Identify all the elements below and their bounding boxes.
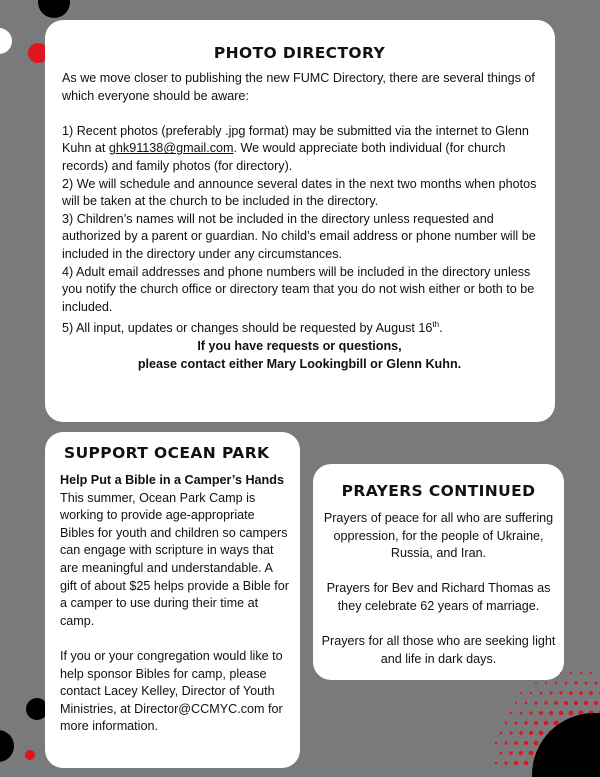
prayers-continued-card	[313, 464, 564, 680]
halftone-dot	[524, 721, 528, 725]
halftone-dot	[500, 752, 503, 755]
halftone-dot	[514, 761, 518, 765]
halftone-dot	[534, 701, 537, 704]
photo-directory-item-4: 4) Adult email addresses and phone numbers will be included in the directory unless you notify the church office or directory team that you do not wish either or both to be included.	[62, 264, 535, 314]
halftone-dot	[544, 701, 547, 704]
halftone-dot	[505, 722, 507, 724]
halftone-dot	[500, 732, 502, 734]
decor-dot-black-corner	[0, 730, 14, 762]
halftone-dot	[584, 701, 588, 705]
halftone-dot	[594, 681, 597, 684]
halftone-dot	[574, 701, 578, 705]
halftone-dot	[564, 701, 568, 705]
support-paragraph-1: This summer, Ocean Park Camp is working to provide age-appropriate Bibles for youth and children so campers can engage with scripture in ways that are meaningful and understandable. A gift of about $25 helps provide a Bible for a camper to use during their time at camp.	[60, 490, 289, 628]
halftone-dot	[520, 692, 522, 694]
halftone-dot	[524, 761, 529, 766]
halftone-dot	[495, 742, 497, 744]
halftone-dot	[515, 702, 517, 704]
halftone-dot	[569, 691, 573, 695]
halftone-dot	[509, 751, 512, 754]
support-ocean-park-title: SUPPORT OCEAN PARK	[64, 444, 270, 462]
halftone-dot	[579, 691, 583, 695]
halftone-dot	[544, 721, 548, 725]
halftone-dot	[570, 672, 572, 674]
glenn-email-link[interactable]: ghk91138@gmail.com	[108, 141, 234, 156]
support-paragraph-2: If you or your congregation would like to help sponsor Bibles for camp, please contact Lacey Kelley, Director of Youth Ministries, at Director@CCMYC.com for more information.	[60, 648, 283, 734]
halftone-dot	[534, 741, 539, 746]
halftone-dot	[535, 682, 537, 684]
decor-dot-black-top	[38, 0, 70, 18]
halftone-dot	[519, 731, 523, 735]
halftone-dot	[529, 751, 534, 756]
halftone-dot	[515, 722, 518, 725]
halftone-dot	[559, 691, 562, 694]
decor-dot-white-left	[0, 28, 12, 54]
halftone-dot	[524, 741, 528, 745]
halftone-dot	[529, 711, 532, 714]
halftone-dot	[590, 672, 592, 674]
halftone-dot	[520, 712, 523, 715]
halftone-dot	[529, 731, 533, 735]
halftone-dot	[510, 732, 513, 735]
support-ocean-park-card	[45, 432, 300, 768]
halftone-dot	[554, 721, 559, 726]
halftone-dot	[534, 721, 538, 725]
halftone-dot	[549, 691, 552, 694]
halftone-dot	[495, 762, 498, 765]
halftone-dot	[569, 711, 574, 716]
prayer-item-2: Prayers for Bev and Richard Thomas as they celebrate 62 years of marriage.	[326, 581, 551, 613]
halftone-dot	[505, 742, 508, 745]
halftone-dot	[549, 711, 553, 715]
photo-directory-title: PHOTO DIRECTORY	[213, 44, 386, 62]
halftone-dot	[580, 672, 582, 674]
halftone-dot	[555, 682, 558, 685]
halftone-dot	[584, 681, 587, 684]
halftone-dot	[540, 692, 543, 695]
photo-directory-item-5: 5) All input, updates or changes should be requested by August 16th.	[62, 320, 443, 336]
prayer-item-3: Prayers for all those who are seeking light and life in dark days.	[321, 634, 556, 666]
halftone-dot	[554, 701, 558, 705]
halftone-dot	[519, 751, 523, 755]
halftone-dot	[589, 691, 593, 695]
halftone-dot	[575, 682, 578, 685]
halftone-dot	[545, 682, 547, 684]
halftone-dot	[559, 711, 564, 716]
halftone-dot	[504, 761, 507, 764]
halftone-dot	[525, 702, 528, 705]
halftone-dot	[539, 731, 544, 736]
halftone-dot	[514, 741, 518, 745]
photo-directory-intro: As we move closer to publishing the new FUMC Directory, there are several things of which everyone should be aware:	[62, 71, 535, 103]
photo-directory-item-3: 3) Children’s names will not be included in the directory unless requested and authorized by a parent or guardian. No child’s email address or phone number will be included in the directory under any circumstances.	[62, 211, 536, 261]
photo-directory-closing-2: please contact either Mary Lookingbill or Glenn Kuhn.	[137, 356, 462, 371]
halftone-dot	[594, 701, 598, 705]
halftone-dot	[530, 692, 532, 694]
prayer-item-1: Prayers of peace for all who are suffering oppression, for the people of Ukraine, Russia, and Iran.	[323, 511, 554, 561]
support-subtitle: Help Put a Bible in a Camper’s Hands	[60, 473, 284, 487]
prayers-continued-title: PRAYERS CONTINUED	[341, 482, 536, 500]
photo-directory-item-2: 2) We will schedule and announce several dates in the next two months when photos will be taken at the church to be included in the directory.	[62, 176, 537, 209]
halftone-dot	[539, 711, 543, 715]
halftone-dot	[565, 682, 568, 685]
decor-dot-red-small	[25, 750, 35, 760]
photo-directory-card	[45, 20, 555, 422]
photo-directory-item-1: 1) Recent photos (preferably .jpg format) may be submitted via the internet to Glenn Kuhn at ghk91138@gmail.com. We would appreciate both individual (for church records) and family photos (for directory).	[62, 123, 529, 173]
halftone-dot	[510, 712, 512, 714]
photo-directory-closing-1: If you have requests or questions,	[197, 339, 402, 354]
